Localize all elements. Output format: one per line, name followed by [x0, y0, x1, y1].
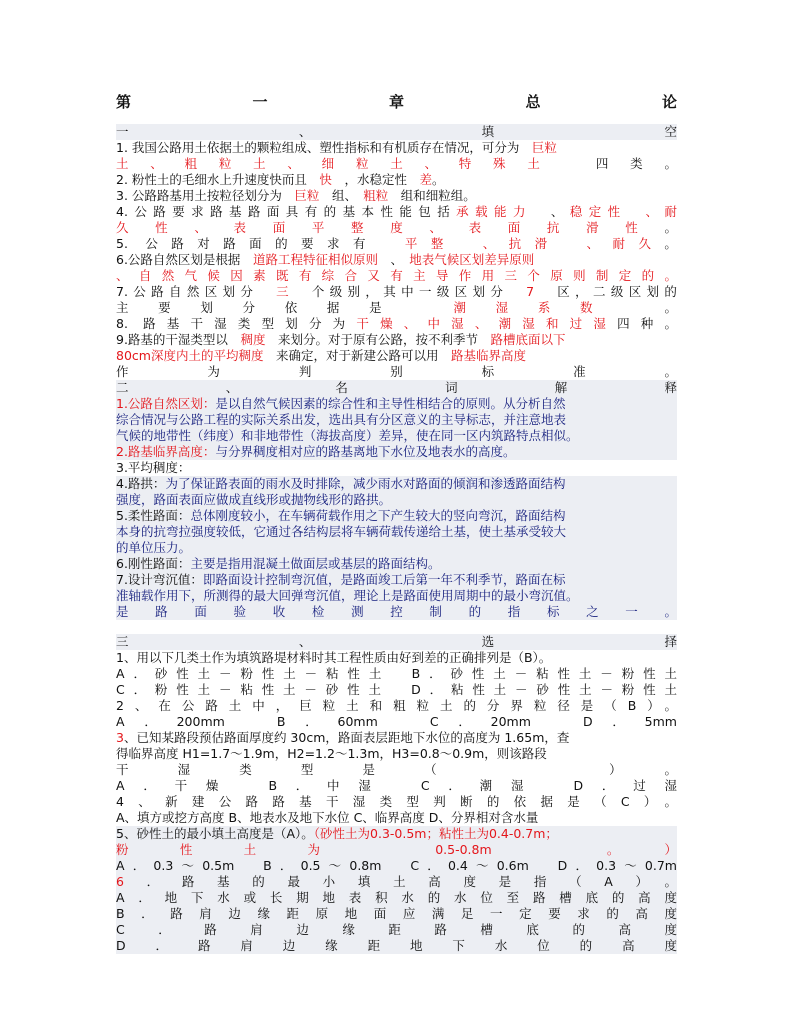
question-4: 4.公路要求路基路面具有的基本性能包括承载能力 、稳定性 、耐: [116, 204, 677, 219]
document-page: [116, 90, 677, 954]
choice-5-options: A．0.3～0.5m B．0.5～0.8m C．0.4～0.6m D．0.3～0.7m: [116, 858, 677, 873]
term-4: 4.路拱：为了保证路表面的雨水及时排除，减少雨水对路面的倾润和渗透路面结构: [116, 476, 677, 492]
question-3: 3. 公路路基用土按粒径划分为 巨粒 组、 粗粒 组和细粒组。: [116, 188, 476, 203]
choice-6: 6．路基的最小填土高度是指（A）。: [116, 874, 677, 889]
chapter-title: 第 一 章 总 论: [116, 93, 677, 111]
choice-1-options-cd: C．粉性土－粘性土－砂性土 D．粘性土－砂性土－粉性土: [116, 682, 677, 697]
choice-1-options-ab: A．砂性土－粉性土－粘性土 B．砂性土－粘性土－粉性土: [116, 666, 677, 681]
term-5-cont-2: 的单位压力。: [116, 540, 677, 556]
choice-2-options: A．200mm B．60mm C．20mm D．5mm: [116, 714, 677, 729]
term-6: 6.刚性路面：主要是指用混凝土做面层或基层的路面结构。: [116, 556, 677, 572]
term-2: 2.路基临界高度：与分界稠度相对应的路基离地下水位及地表水的高度。: [116, 444, 677, 460]
term-3: 3.平均稠度：: [116, 460, 191, 475]
term-7: 7.设计弯沉值：即路面设计控制弯沉值，是路面竣工后第一年不利季节，路面在标: [116, 572, 677, 588]
term-7-cont: 准轴载作用下，所测得的最大回弹弯沉值，理论上是路面使用周期中的最小弯沉值。: [116, 588, 677, 604]
choice-4-options: A、填方或挖方高度 B、地表水及地下水位 C、临界高度 D、分界相对含水量: [116, 810, 539, 825]
section-heading-choice: 三、选择: [116, 634, 677, 649]
choice-2: 2、在公路土中，巨粒土和粗粒土的分界粒径是（B）。: [116, 698, 677, 713]
term-7-cont-2: 是路面验收检测控制的指标之一。: [116, 604, 677, 619]
choice-1: 1、用以下几类土作为填筑路堤材料时其工程性质由好到差的正确排列是（B）。: [116, 650, 552, 665]
question-1-cont: 土、粗粒土、细粒土、特殊土 四类。: [116, 156, 677, 171]
choice-3-cont-2: 干湿类型是（ ）。: [116, 762, 677, 777]
term-5: 5.柔性路面：总体刚度较小，在车辆荷载作用之下产生较大的竖向弯沉，路面结构: [116, 508, 677, 524]
term-1-cont: 综合情况与公路工程的实际关系出发，选出具有分区意义的主导标志，并注意地表: [116, 412, 677, 428]
choice-5-cont: 粉性土为 0.5-0.8m 。）: [116, 842, 677, 857]
question-6: 6.公路自然区划是根据 道路工程特征相似原则 、 地表气候区划差异原则: [116, 252, 535, 267]
choice-4: 4、新建公路路基干湿类型判断的依据是（C）。: [116, 794, 677, 809]
term-4-cont: 强度，路面表面应做成直线形或抛物线形的路拱。: [116, 492, 677, 508]
choice-3: 3、已知某路段预估路面厚度约 30cm，路面表层距地下水位的高度为 1.65m，查: [116, 730, 570, 745]
question-4-cont: 久性、表面平整度、表面抗滑性。: [116, 220, 677, 235]
section-heading-fill-blank: 一、填空: [116, 124, 677, 139]
question-7: 7.公路自然区划分 三 个级别，其中一级区划分 7 区，二级区划的: [116, 284, 677, 299]
choice-3-options: A．干燥 B．中湿 C．潮湿 D．过湿: [116, 778, 677, 793]
question-9-cont: 80cm深度内土的平均稠度 来确定，对于新建公路可以用 路基临界高度: [116, 348, 527, 363]
question-1: 1. 我国公路用土依据土的颗粒组成、塑性指标和有机质存在情况，可分为 巨粒: [116, 140, 557, 155]
question-2: 2. 粉性土的毛细水上升速度快而且 快 ，水稳定性 差。: [116, 172, 445, 187]
choice-6-option-a: A．地下水或长期地表积水的水位至路槽底的高度: [116, 890, 677, 905]
question-5: 5. 公路对路面的要求有 平整 、抗滑 、耐久。: [116, 236, 677, 251]
question-8: 8. 路基干湿类型划分为干燥、中湿、潮湿和过湿四种。: [116, 316, 677, 331]
question-7-cont: 主要划分依据是 潮湿系数 。: [116, 300, 677, 315]
term-1-cont-2: 气候的地带性（纬度）和非地带性（海拔高度）差异，使在同一区内筑路特点相似。: [116, 428, 677, 444]
choice-3-cont: 得临界高度 H1=1.7～1.9m，H2=1.2～1.3m，H3=0.8～0.9m，则该路段: [116, 746, 547, 761]
choice-6-option-d: D．路肩边缘距地下水位的高度: [116, 938, 677, 953]
question-6-cont: 、自然气候因素既有综合又有主导作用三个原则制定的。: [116, 268, 677, 283]
section-heading-terms: 二、名词解释: [116, 380, 677, 395]
choice-5: 5、砂性土的最小填土高度是（A）。（砂性土为0.3-0.5m；粘性土为0.4-0.7m；: [116, 826, 677, 842]
term-1: 1.公路自然区划：是以自然气候因素的综合性和主导性相结合的原则。从分析自然: [116, 396, 677, 412]
question-9: 9.路基的干湿类型以 稠度 来划分。对于原有公路，按不利季节 路槽底面以下: [116, 332, 566, 347]
choice-6-option-b: B．路肩边缘距原地面应满足一定要求的高度: [116, 906, 677, 921]
term-5-cont: 本身的抗弯拉强度较低，它通过各结构层将车辆荷载传递给土基，使土基承受较大: [116, 524, 677, 540]
question-9-cont-2: 作为判别标准。: [116, 364, 677, 379]
choice-6-option-c: C．路肩边缘距路槽底的高度: [116, 922, 677, 937]
